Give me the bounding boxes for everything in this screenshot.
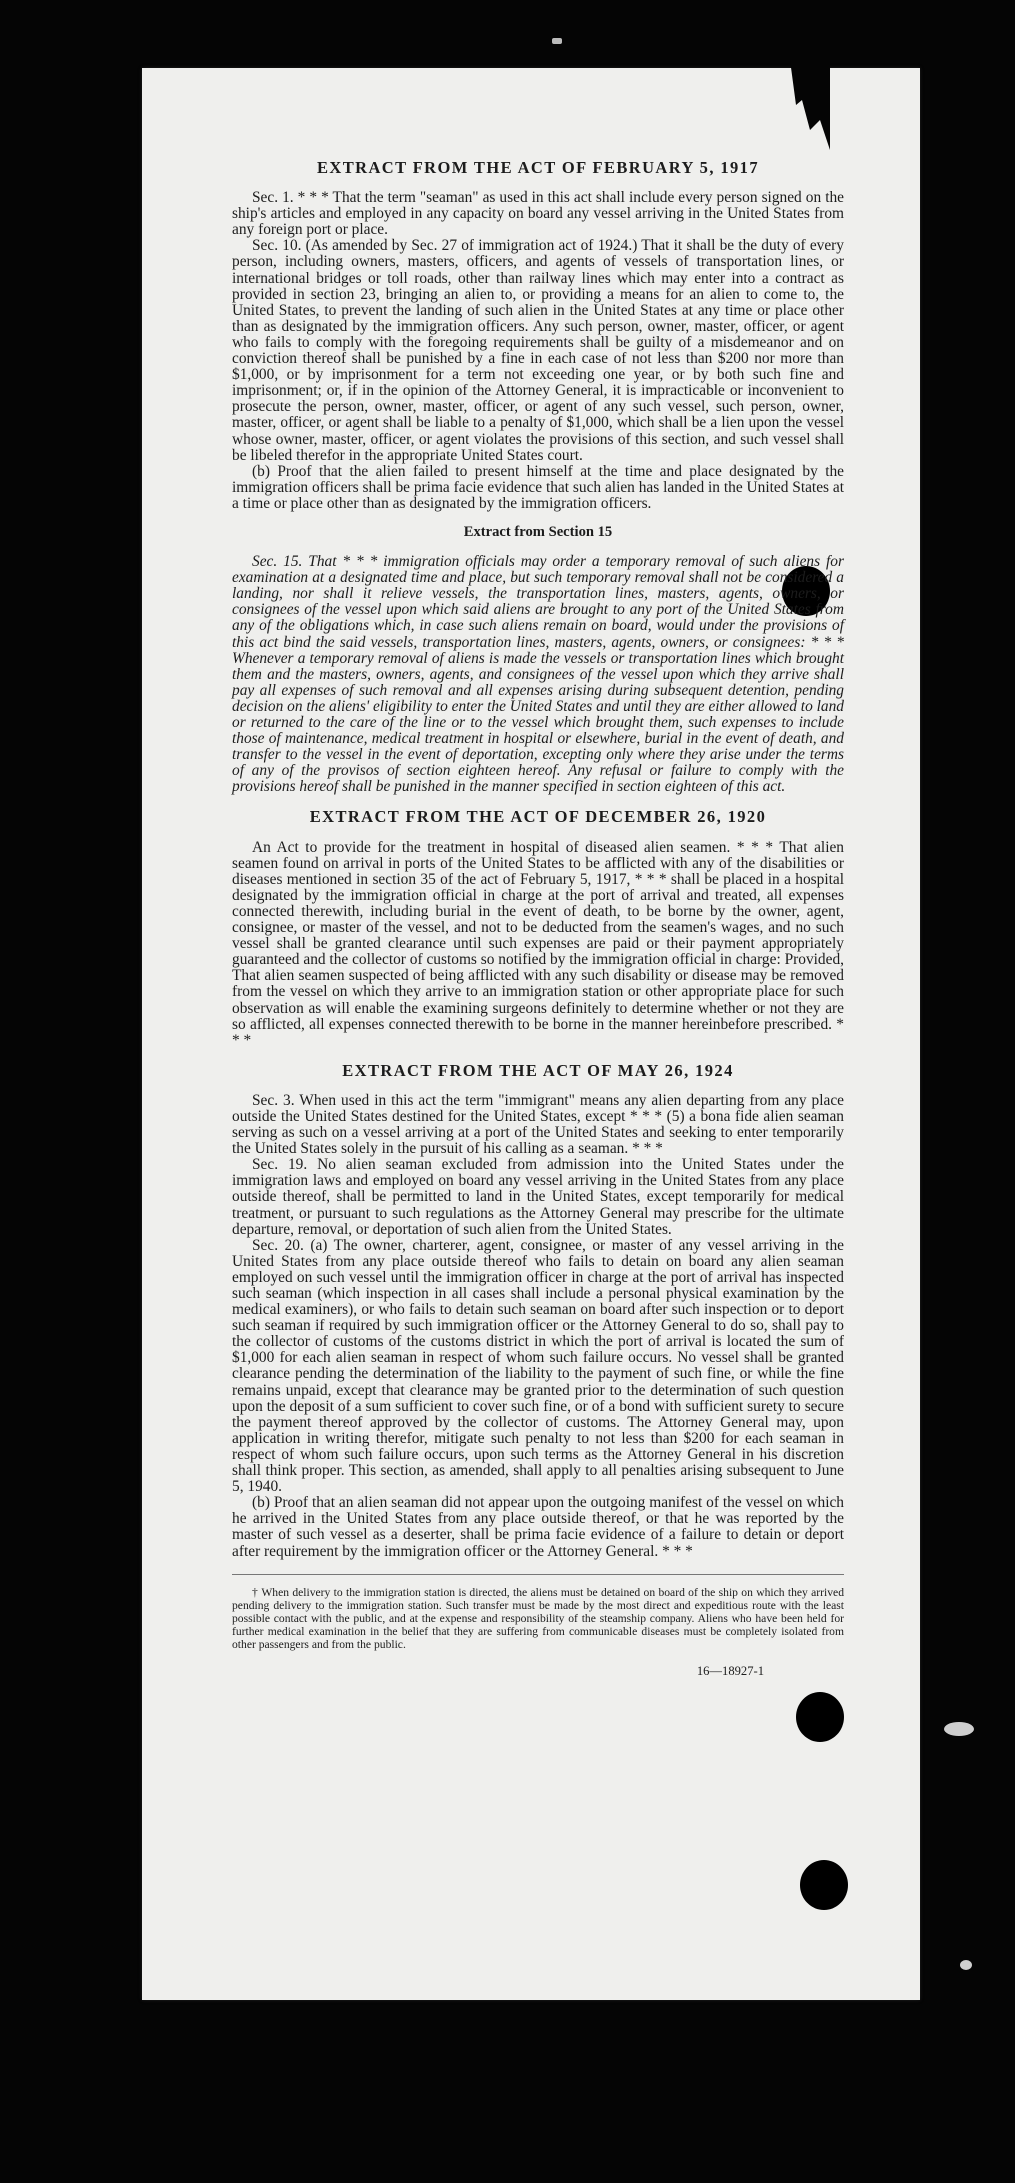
footnote-divider [232,1574,844,1575]
section-act-1917 [232,160,844,795]
document-text [232,160,844,1679]
heading-act-1917: EXTRACT FROM THE ACT OF FEBRUARY 5, 1917 [317,158,759,177]
paragraph-sec-10-b: (b) Proof that the alien failed to present himself at the time and place designated by the immigration officers shall be prima facie evidence that such alien has landed in the United States at a time or place other than as designated by the immigration officers. [232,462,844,512]
paragraph-sec-20-a: Sec. 20. (a) The owner, charterer, agent, consignee, or master of any vessel arriving in the United States from any place outside thereof who fails to detain on board any alien seaman employed on such vessel until the immigration officer in charge at the port of arrival has inspected such seaman (which inspection in all cases shall include a personal physical examination by the medical examiners), or who fails to detain such seaman on board after such inspection or to deport such seaman if required by such immigration officer or the Attorney General to do so, shall pay to the collector of customs of the customs district in which the port of arrival is located the sum of $1,000 for each alien seaman in respect of whom such failure occurs. No vessel shall be granted clearance pending the determination of the liability to the payment of such fine, or while the fine remains unpaid, except that clearance may be granted prior to the determination of such question upon the deposit of a sum sufficient to cover such fine, or of a bond with sufficient surety to secure the payment thereof approved by the collector of customs. The Attorney General may, upon application in writing therefor, mitigate such penalty to not less than $200 for each seaman in respect of whom such failure occurs, upon such terms as the Attorney General in his discretion shall think proper. This section, as amended, shall apply to all penalties arising subsequent to June 5, 1940. [232,1236,844,1496]
heading-act-1924: EXTRACT FROM THE ACT OF MAY 26, 1924 [342,1060,734,1080]
heading-act-1920: EXTRACT FROM THE ACT OF DECEMBER 26, 1920 [309,807,767,827]
paragraph-sec-20-b: (b) Proof that an alien seaman did not appear upon the outgoing manifest of the vessel on which he arrived in the United States from any place outside thereof, or that he was reported by the master of such vessel as a deserter, shall be prima facie evidence of a failure to detain or deport after requirement by the immigration officer or the Attorney General. * * * [232,1494,844,1560]
paragraph-act-1920: An Act to provide for the treatment in hospital of diseased alien seamen. * * * That alien seamen found on arrival in ports of the United States to be afflicted with any of the disabilities or diseases mentioned in section 35 of the act of February 5, 1917, * * * shall be placed in a hospital designated by the immigration official in charge at the port of arrival and treated, all expenses connected therewith, including burial in the event of death, to be borne by the owner, agent, consignee, or master of the vessel, and not to be deducted from the seamen's wages, and no such vessel shall be granted clearance until such expenses are paid or their payment appropriately guaranteed and the collector of customs so notified by the immigration official in charge: Provided, That alien seamen suspected of being afflicted with any such disability or disease may be removed from the vessel on which they arrive to an immigration station or other appropriate place for such observation as will enable the examining surgeons definitely to determine whether or not they are so afflicted, all expenses connected therewith to be borne in the manner hereinbefore prescribed. * * * [232,838,844,1049]
paragraph-sec-10: Sec. 10. (As amended by Sec. 27 of immigration act of 1924.) That it shall be the duty of every person, including owners, masters, officers, and agents of vessels of transportation lines, or international bridges or toll roads, other than railway lines which may enter into a contract as provided in section 23, bringing an alien to, or providing a means for an alien to come to, the United States, to prevent the landing of such alien in the United States at any time or place other than as designated by the immigration officers. Any such person, owner, master, officer, or agent who fails to comply with the foregoing requirements shall be guilty of a misdemeanor and on conviction thereof shall be punished by a fine in each case of not less than $200 nor more than $1,000, or by imprisonment for a term not exceeding one year, or by both such fine and imprisonment; or, if in the opinion of the Attorney General, it is impracticable or inconvenient to prosecute the person, owner, master, officer, or agent of any such vessel, such person, owner, master, officer, or agent shall be liable to a penalty of $1,000, which shall be a lien upon the vessel whose owner, master, officer, or agent violates the provisions of this section, and such vessel shall be libeled therefor in the appropriate United States court. [232,237,844,464]
section-act-1924 [232,1060,844,1560]
paragraph-sec-3: Sec. 3. When used in this act the term "immigrant" means any alien departing from any place outside the United States destined for the United States, except * * * (5) a bona fide alien seaman serving as such on a vessel arriving at a port of the United States and seeking to enter temporarily the United States solely in the pursuit of his calling as a seaman. * * * [232,1091,844,1158]
paragraph-sec-19: Sec. 19. No alien seaman excluded from admission into the United States under the immigration laws and employed on board any vessel arriving in the United States from any place outside thereof, shall be permitted to land in the United States, except temporarily for medical treatment, or pursuant to such regulations as the Attorney General may prescribe for the ultimate departure, removal, or deportation of such alien from the United States. [232,1156,844,1238]
punch-hole [796,1692,844,1742]
punch-hole [800,1860,848,1910]
torn-corner [790,60,830,150]
scan-speck [960,1960,972,1970]
subheading-section-15: Extract from Section 15 [463,523,613,540]
paragraph-sec-1: Sec. 1. * * * That the term "seaman" as used in this act shall include every person signed on the ship's articles and employed in any capacity on board any vessel arriving in the United States from any foreign port or place. [232,189,844,239]
form-code: 16—18927-1 [696,1663,764,1678]
scan-mark [552,38,562,44]
footnote: † When delivery to the immigration station is directed, the aliens must be detained on board of the ship on which they arrived pending delivery to the immigration station. Such transfer must be made by the most direct and expeditious route with the least possible contact with the public, and at the expense and responsibility of the steamship company. Aliens who have been held for further medical examination in the belief that they are suffering from communicable diseases must be completely isolated from other passengers and from the public. [232,1586,844,1652]
paragraph-sec-15: Sec. 15. That * * * immigration officials may order a temporary removal of such aliens for examination at a designated time and place, but such temporary removal shall not be considered a landing, nor shall it relieve vessels, the transportation lines, masters, agents, owners, or consignees of the vessel upon which said aliens are brought to any port of the United States from any of the obligations which, in case such aliens remain on board, would under the provisions of this act bind the said vessels, transportation lines, masters, agents, owners, or consignees: * * * Whenever a temporary removal of aliens is made the vessels or transportation lines which brought them and the masters, owners, agents, and consignees of the vessel upon which they arrive shall pay all expenses of such removal and all expenses arising during subsequent detention, pending decision on the aliens' eligibility to enter the United States and until they are either allowed to land or returned to the care of the line or to the vessel which brought them, such expenses to include those of maintenance, medical treatment in hospital or elsewhere, burial in the event of death, and transfer to the vessel in the event of deportation, excepting only where they arise under the terms of any of the provisos of section eighteen hereof. Any refusal or failure to comply with the provisions hereof shall be punished in the manner specified in section eighteen of this act. [232,553,844,796]
scan-speck [944,1722,974,1736]
section-act-1920 [232,809,844,1048]
